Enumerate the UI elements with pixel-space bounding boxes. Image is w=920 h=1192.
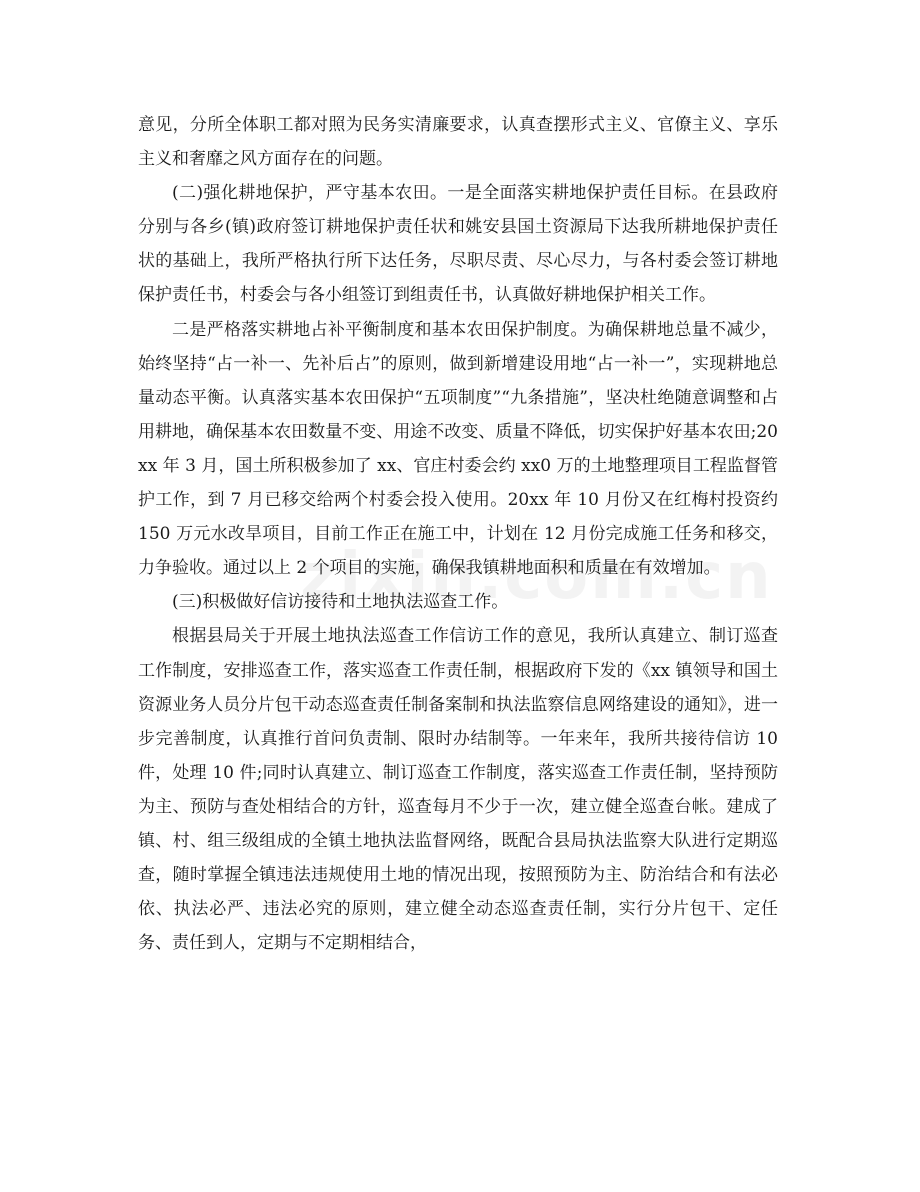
document-body	[138, 108, 778, 960]
paragraph-2: (二)强化耕地保护，严守基本农田。一是全面落实耕地保护责任目标。在县政府分别与各乡(镇)政府签订耕地保护责任状和姚安县国土资源局下达我所耕地保护责任状的基础上，我所严格执行所下达任务，尽职尽责、尽心尽力，与各村委会签订耕地保护责任书，村委会与各小组签订到组责任书，认真做好耕地保护相关工作。	[138, 183, 778, 306]
paragraph-4-heading: (三)积极做好信访接待和土地执法巡查工作。	[172, 592, 509, 613]
paragraph-3: 二是严格落实耕地占补平衡制度和基本农田保护制度。为确保耕地总量不减少，始终坚持“占一补一、先补后占”的原则，做到新增建设用地“占一补一”，实现耕地总量动态平衡。认真落实基本农田保护“五项制度”“九条措施”，坚决杜绝随意调整和占用耕地，确保基本农田数量不变、用途不改变、质量不降低，切实保护好基本农田;20xx 年 3 月，国土所积极参加了 xx、官庄村委会约 xx0 万的土地整理项目工程监督管护工作，到 7 月已移交给两个村委会投入使用。20xx 年 10 月份又在红梅村投资约 150 万元水改旱项目，目前工作正在施工中，计划在 12 月份完成施工任务和移交，力争验收。通过以上 2 个项目的实施，确保我镇耕地面积和质量在有效增加。	[138, 319, 778, 579]
paragraph-5: 根据县局关于开展土地执法巡查工作信访工作的意见，我所认真建立、制订巡查工作制度，安排巡查工作，落实巡查工作责任制，根据政府下发的《xx 镇领导和国土资源业务人员分片包干动态巡查责任制备案制和执法监察信息网络建设的通知》，进一步完善制度，认真推行首问负责制、限时办结制等。一年来年，我所共接待信访 10 件，处理 10 件;同时认真建立、制订巡查工作制度，落实巡查工作责任制，坚持预防为主、预防与查处相结合的方针，巡查每月不少于一次，建立健全巡查台帐。建成了镇、村、组三级组成的全镇土地执法监督网络，既配合县局执法监察大队进行定期巡查，随时掌握全镇违法违规使用土地的情况出现，按照预防为主、防治结合和有法必依、执法必严、违法必究的原则，建立健全动态巡查责任制，实行分片包干、定任务、责任到人，定期与不定期相结合，	[138, 626, 778, 954]
paragraph-1: 意见，分所全体职工都对照为民务实清廉要求，认真查摆形式主义、官僚主义、享乐主义和奢靡之风方面存在的问题。	[138, 115, 778, 170]
